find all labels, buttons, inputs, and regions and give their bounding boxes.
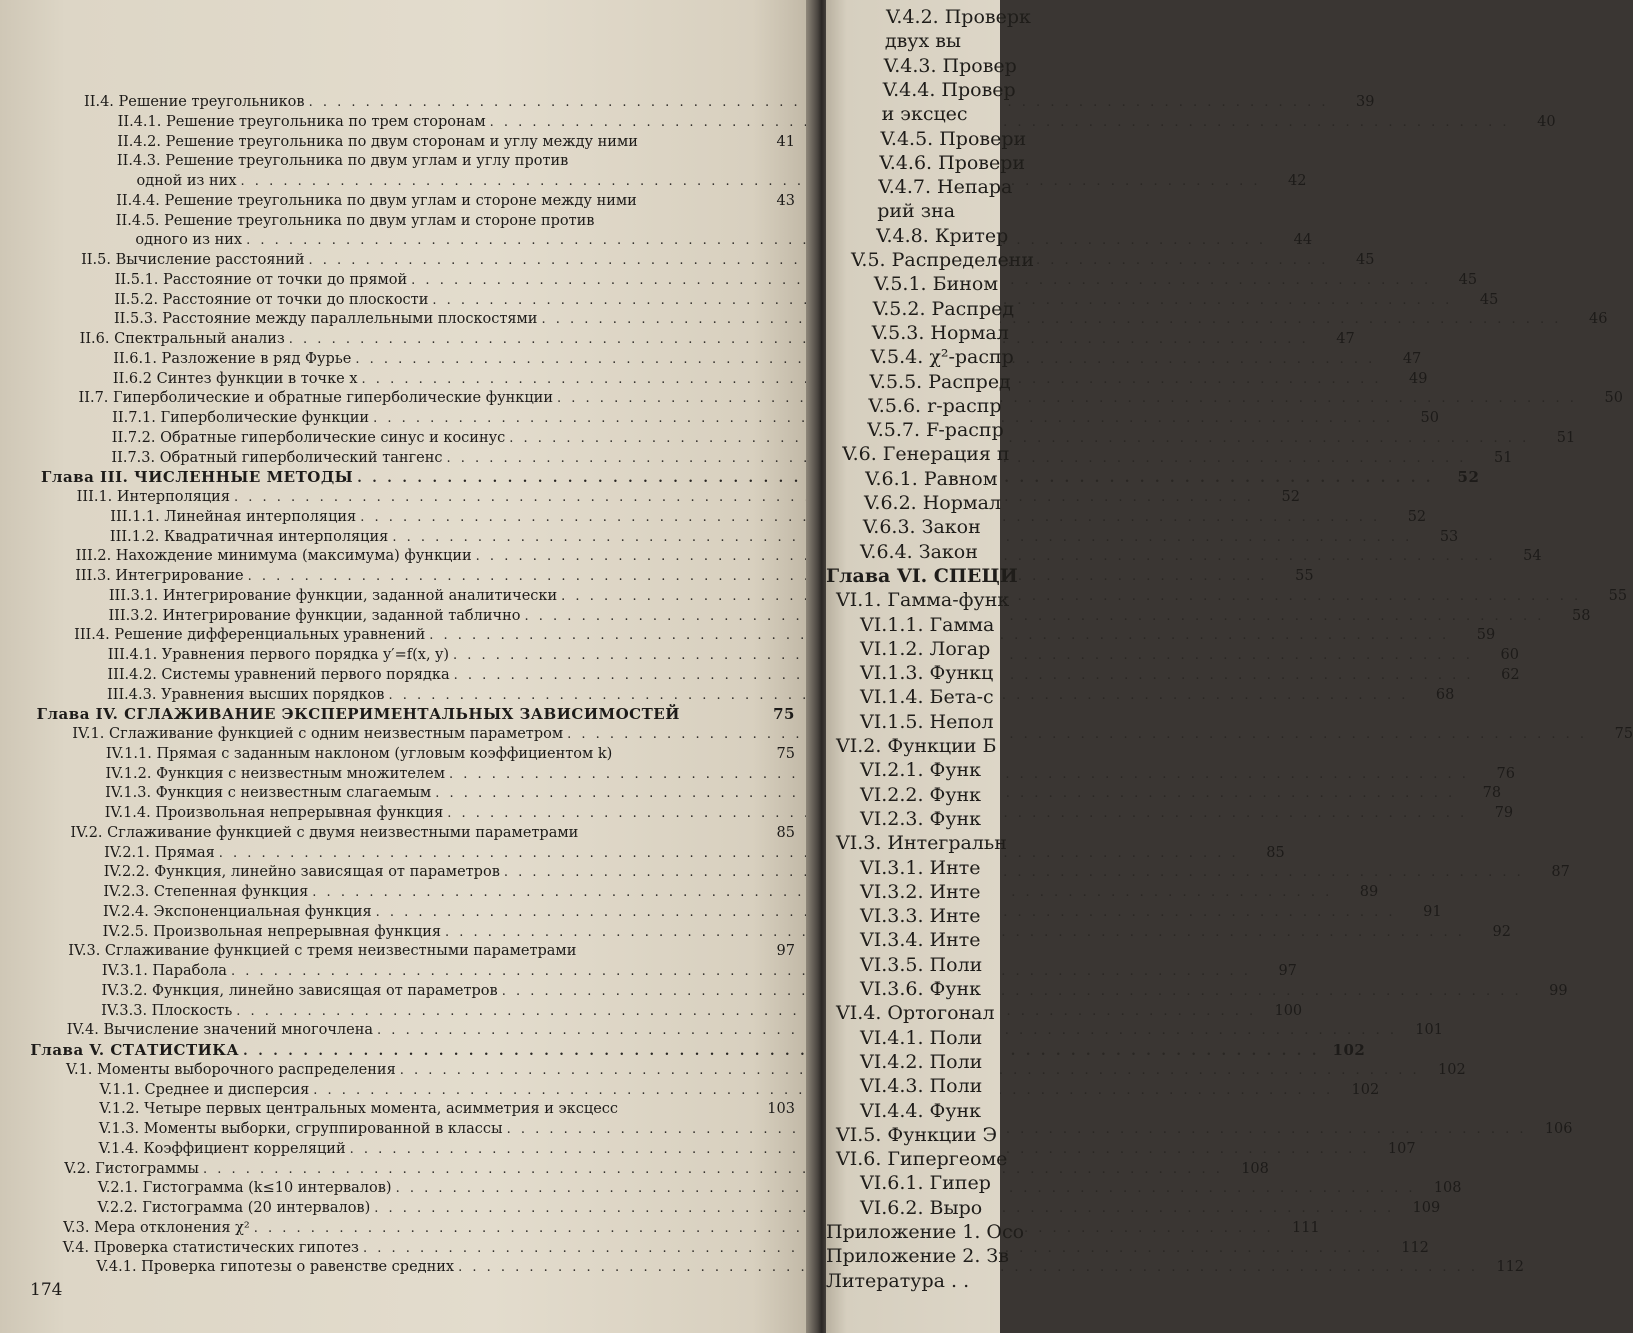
toc-entry: и эксцес <box>881 103 968 126</box>
toc-entry-title: V.1.3. Моменты выборки, сгруппированной в классы <box>98 1121 503 1137</box>
toc-entry <box>106 746 795 762</box>
toc-entry-page: 47 <box>1336 331 1355 347</box>
dot-leader <box>236 1004 1256 1020</box>
toc-entry-title: III.2. Нахождение минимума (максимума) функции <box>75 548 472 565</box>
toc-entry-title: II.6. Спектральный анализ <box>79 331 285 347</box>
toc-entry: V.5.2. Распред <box>872 297 1015 320</box>
toc-entry-title: II.5.2. Расстояние от точки до плоскости <box>114 291 429 308</box>
toc-entry <box>68 943 795 959</box>
toc-entry: VI.3.5. Поли <box>860 953 983 976</box>
toc-entry-page: 52 <box>1457 468 1480 487</box>
toc-entry-title: III.4. Решение дифференциальных уравнений <box>74 627 426 644</box>
toc-entry-page: 39 <box>1356 94 1375 110</box>
toc-entry: VI.4. Ортогонал <box>836 1002 995 1025</box>
toc-entry: V.4.8. Критер <box>876 224 1009 247</box>
toc-entry-title: II.7. Гиперболические и обратные гиперболические функции <box>78 390 554 407</box>
toc-entry <box>116 193 795 209</box>
dot-leader <box>234 490 1254 506</box>
toc-entry <box>74 627 1496 644</box>
toc-entry-page: 75 <box>776 745 795 762</box>
toc-entry: VI.6.1. Гипер <box>860 1172 991 1195</box>
dot-leader <box>289 332 1309 348</box>
toc-entry-page: 60 <box>1500 647 1519 663</box>
toc-entry-title: III.3. Интегрирование <box>75 568 244 584</box>
toc-entry-title: II.4.5. Решение треугольника по двум углам и стороне против <box>115 212 595 229</box>
toc-entry-page: 109 <box>1412 1200 1441 1216</box>
toc-entry-page: 55 <box>1295 568 1314 584</box>
toc-entry: VI.1.3. Функц <box>860 662 994 685</box>
toc-entry-title: V.1.4. Коэффициент корреляций <box>98 1140 346 1157</box>
toc-entry: Приложение 1. Осо <box>826 1221 1025 1243</box>
toc-entry-page: 54 <box>1523 548 1542 565</box>
toc-entry <box>72 726 1633 743</box>
toc-entry-page: 62 <box>1501 666 1520 683</box>
toc-entry-title: IV.1.1. Прямая с заданным наклоном (угловым коэффициентом k) <box>105 745 613 762</box>
toc-entry: VI.4.3. Поли <box>860 1075 983 1098</box>
toc-entry-title: одной из них <box>136 173 237 189</box>
dot-leader <box>557 391 1577 407</box>
dot-leader <box>231 964 1251 980</box>
toc-entry-title: V.4.1. Проверка гипотезы о равенстве средних <box>96 1259 455 1276</box>
toc-entry-title: IV.3. Сглаживание функцией с тремя неизвестными параметрами <box>68 943 577 960</box>
toc-entry-page: 49 <box>1409 370 1428 387</box>
toc-entry <box>117 153 795 169</box>
toc-entry-page: 102 <box>1351 1081 1380 1098</box>
toc-entry-title: II.6.1. Разложение в ряд Фурье <box>113 350 352 367</box>
toc-entry-page: 45 <box>1479 291 1499 308</box>
toc-entry: VI.3.4. Инте <box>860 929 981 952</box>
dot-leader <box>254 1221 1274 1237</box>
toc-entry: V.5.5. Распред <box>869 370 1011 393</box>
right-page <box>826 0 1035 1333</box>
dot-leader <box>219 846 1239 862</box>
toc-entry: V.6.4. Закон <box>860 540 978 563</box>
toc-entry: VI.1.5. Непол <box>860 710 994 733</box>
toc-entry <box>113 311 1608 328</box>
toc-entry: VI.3.2. Инте <box>860 880 981 903</box>
toc-entry-page: 44 <box>1293 232 1313 249</box>
toc-entry-page: 45 <box>1356 252 1375 268</box>
toc-entry: V.6. Генерация п <box>842 443 1010 466</box>
toc-entry-page: 75 <box>1614 726 1633 742</box>
toc-entry-page: 41 <box>776 133 795 150</box>
toc-entry-title: II.4.3. Решение треугольника по двум углам и углу против <box>116 153 569 170</box>
dot-leader <box>504 865 1524 881</box>
toc-entry-page: 75 <box>773 705 795 724</box>
toc-entry-title: IV.1.3. Функция с неизвестным слагаемым <box>105 785 432 802</box>
toc-entry-page: 85 <box>1266 844 1285 861</box>
toc-entry-page: 106 <box>1544 1121 1573 1137</box>
dot-leader <box>567 727 1587 743</box>
toc-entry-page: 52 <box>1281 489 1300 505</box>
dot-leader <box>203 1162 1223 1178</box>
toc-entry-title: IV.2.5. Произвольная непрерывная функция <box>102 923 442 940</box>
toc-entry-title: Глава III. ЧИСЛЕННЫЕ МЕТОДЫ <box>41 468 354 487</box>
toc-entry: V.5.3. Нормал <box>871 321 1009 344</box>
toc-entry-title: V.1.2. Четыре первых центральных момента, асимметрия и эксцесс <box>99 1101 619 1118</box>
toc-entry: VI.1.2. Логар <box>860 637 991 660</box>
toc-entry-title: II.5. Вычисление расстояний <box>81 252 305 268</box>
dot-leader <box>561 589 1581 605</box>
toc-entry-page: 101 <box>1415 1022 1443 1039</box>
toc-entry: VI.5. Функции Э <box>836 1123 998 1146</box>
toc-entry <box>104 844 1285 862</box>
toc-entry: VI.1.4. Бета-с <box>860 686 994 709</box>
toc-entry-page: 42 <box>1288 173 1307 189</box>
toc-entry <box>64 1160 1269 1178</box>
toc-entry-title: IV.1. Сглаживание функцией с одним неизвестным параметром <box>72 726 564 742</box>
toc-entry-page: 92 <box>1492 923 1511 940</box>
toc-entry-page: 51 <box>1493 449 1513 466</box>
toc-entry: VI.3.1. Инте <box>860 856 981 879</box>
toc-entry: V.5.1. Бином <box>873 273 999 296</box>
toc-entry-title: V.2.1. Гистограмма (k≤10 интервалов) <box>97 1180 392 1197</box>
toc-entry-title: III.4.2. Системы уравнений первого порядка <box>107 666 450 683</box>
toc-entry <box>99 1101 795 1117</box>
toc-entry: V.4.7. Непара <box>878 176 1013 199</box>
toc-entry-page: 87 <box>1551 864 1570 881</box>
toc-entry-page: 46 <box>1588 311 1608 328</box>
toc-entry-title: III.3.1. Интегрирование функции, заданной аналитически <box>108 587 558 604</box>
toc-entry-title: III.1. Интерполяция <box>76 489 230 505</box>
toc-entry: V.4.3. Провер <box>883 54 1017 77</box>
toc-entry <box>116 213 795 229</box>
toc-entry-title: IV.4. Вычисление значений многочлена <box>66 1022 374 1039</box>
toc-entry: V.4.6. Провери <box>879 151 1026 174</box>
toc-entry: двух вы <box>884 30 962 53</box>
page-number: 174 <box>30 1280 63 1300</box>
toc-entry-title: II.6.2 Синтез функции в точке x <box>112 370 358 387</box>
toc-entry: VI.3.3. Инте <box>860 905 981 928</box>
toc-entry-title: V.4. Проверка статистических гипотез <box>62 1239 359 1256</box>
toc-entry-page: 102 <box>1438 1061 1466 1078</box>
dot-leader <box>243 1044 1319 1060</box>
toc-entry <box>84 94 1375 111</box>
toc-entry: VI.2.3. Функ <box>860 807 982 830</box>
toc-entry-page: 107 <box>1387 1140 1416 1157</box>
toc-entry <box>117 134 795 150</box>
toc-entry-page: 108 <box>1433 1180 1462 1197</box>
toc-entry: Литература . . <box>826 1269 970 1292</box>
toc-entry-page: 85 <box>776 824 795 841</box>
toc-entry-page: 112 <box>1401 1239 1429 1256</box>
toc-entry-page: 99 <box>1549 982 1568 999</box>
toc-entry-title: IV.1.2. Функция с неизвестным множителем <box>105 765 445 782</box>
dot-leader <box>241 174 1261 190</box>
toc-entry: V.4.5. Провери <box>880 127 1027 150</box>
dot-leader <box>509 431 1529 447</box>
toc-entry-page: 59 <box>1476 627 1496 644</box>
toc-entry-title: IV.2.3. Степенная функция <box>103 884 309 900</box>
toc-entry: VI.1. Гамма-функ <box>836 589 1010 612</box>
toc-entry <box>98 1140 1416 1158</box>
toc-entry-page: 43 <box>776 192 795 209</box>
toc-entry-title: IV.2.4. Экспоненциальная функция <box>102 903 372 920</box>
toc-entry-title: V.2.2. Гистограмма (20 интервалов) <box>97 1200 371 1216</box>
toc-entry-page: 58 <box>1572 607 1591 624</box>
toc-entry <box>70 825 795 841</box>
toc-entry-title: III.4.3. Уравнения высших порядков <box>107 686 385 703</box>
toc-entry: VI.2.1. Функ <box>860 759 982 782</box>
toc-entry <box>109 528 1459 546</box>
toc-entry <box>110 508 1427 526</box>
toc-entry-page: 102 <box>1332 1041 1366 1059</box>
toc-entry: V.5.7. F-распр <box>867 419 1004 442</box>
toc-entry: V.4.4. Провер <box>882 78 1016 101</box>
toc-entry: VI.3.6. Функ <box>860 978 982 1000</box>
toc-entry-title: II.7.3. Обратный гиперболический тангенс <box>111 449 443 466</box>
toc-entry: VI.2.2. Функ <box>860 783 982 806</box>
toc-entry-title: IV.3.1. Парабола <box>101 963 227 979</box>
toc-entry-title: II.5.3. Расстояние между параллельными плоскостями <box>113 311 538 328</box>
toc-entry: VI.6. Гипергеоме <box>836 1148 1008 1171</box>
toc-entry-title: II.4.1. Решение треугольника по трем сторонам <box>117 113 486 130</box>
toc-entry-page: 100 <box>1274 1002 1303 1019</box>
toc-entry-title: IV.2.1. Прямая <box>104 844 215 861</box>
toc-entry-title: IV.3.3. Плоскость <box>101 1002 233 1019</box>
toc-entry-title: II.4.2. Решение треугольника по двум сторонам и углу между ними <box>117 133 638 150</box>
toc-entry-page: 55 <box>1608 587 1628 604</box>
toc-entry-title: Глава V. СТАТИСТИКА <box>30 1041 240 1059</box>
toc-entry-title: II.4.4. Решение треугольника по двум углам и стороне между ними <box>116 192 637 209</box>
toc-entry-page: 53 <box>1439 528 1459 545</box>
toc-entry: V.5.4. χ²-распр <box>870 346 1014 369</box>
dot-leader <box>541 312 1561 328</box>
dot-leader <box>246 233 1266 249</box>
chapter-heading: Глава VI. СПЕЦИ <box>826 564 1018 587</box>
toc-entry-page: 40 <box>1537 113 1556 130</box>
toc-entry-page: 97 <box>1278 963 1297 979</box>
toc-entry-page: 51 <box>1556 429 1576 446</box>
toc-entry: Приложение 2. Зв <box>826 1245 1009 1268</box>
toc-entry-title: одного из них <box>135 232 243 249</box>
toc-entry-page: 97 <box>776 943 795 960</box>
toc-entry: V.6.3. Закон <box>862 516 981 539</box>
dot-leader <box>507 1122 1527 1138</box>
toc-entry-title: III.1.2. Квадратичная интерполяция <box>109 528 389 545</box>
toc-entry-page: 50 <box>1604 390 1623 407</box>
toc-entry-title: III.3.2. Интегрирование функции, заданной таблично <box>108 607 521 624</box>
toc-entry-title: II.4. Решение треугольников <box>84 94 305 110</box>
toc-entry-page: 103 <box>767 1101 795 1118</box>
toc-entry: V.5. Распределени <box>851 249 1035 271</box>
toc-entry: VI.4.1. Поли <box>860 1026 983 1049</box>
toc-entry-title: II.7.1. Гиперболические функции <box>112 410 370 426</box>
toc-entry: VI.3. Интегральн <box>836 832 1007 855</box>
toc-entry-title: V.1.1. Среднее и дисперсия <box>99 1081 310 1098</box>
chapter-heading <box>30 1041 1366 1060</box>
toc-entry-title: IV.1.4. Произвольная непрерывная функция <box>104 805 444 821</box>
toc-entry: V.4.2. Проверк <box>886 6 1031 28</box>
toc-entry-title: III.1.1. Линейная интерполяция <box>110 508 357 525</box>
toc-entry-page: 111 <box>1291 1219 1320 1236</box>
toc-entry: VI.4.2. Поли <box>860 1050 983 1073</box>
toc-entry-page: 79 <box>1494 805 1514 821</box>
toc-entry-title: V.2. Гистограммы <box>64 1160 199 1177</box>
toc-entry-title: IV.3.2. Функция, линейно зависящая от параметров <box>101 982 498 999</box>
toc-entry-page: 68 <box>1435 686 1455 703</box>
dot-leader <box>525 609 1545 625</box>
toc-entry-title: Глава IV. СГЛАЖИВАНИЕ ЭКСПЕРИМЕНТАЛЬНЫХ ЗАВИСИМОСТЕЙ <box>36 705 680 724</box>
toc-entry-title: III.4.1. Уравнения первого порядка y′=f(x, y) <box>107 647 450 663</box>
toc-entry-page: 45 <box>1458 271 1478 288</box>
toc-entry-title: IV.2. Сглаживание функцией с двумя неизвестными параметрами <box>70 824 579 841</box>
toc-entry-title: II.7.2. Обратные гиперболические синус и косинус <box>111 429 506 446</box>
toc-entry-title: II.5.1. Расстояние от точки до прямой <box>114 271 408 288</box>
toc-entry: рий зна <box>877 200 956 223</box>
dot-leader <box>248 569 1268 585</box>
toc-entry-title: V.3. Мера отклонения χ² <box>63 1219 250 1236</box>
toc-entry: VI.4.4. Функ <box>860 1099 982 1122</box>
toc-entry: VI.6.2. Выро <box>860 1196 983 1219</box>
toc-entry-title: V.1. Моменты выборочного распределения <box>66 1061 396 1078</box>
toc-entry: V.6.2. Нормал <box>864 492 1002 514</box>
toc-entry-page: 52 <box>1407 508 1427 525</box>
toc-entry-title: IV.2.2. Функция, линейно зависящая от параметров <box>103 864 500 881</box>
toc-entry-page: 108 <box>1241 1160 1269 1177</box>
toc-entry-page: 47 <box>1402 350 1422 367</box>
toc-entry: VI.2. Функции Б <box>836 735 997 757</box>
toc-entry-page: 78 <box>1482 785 1502 802</box>
toc-entry <box>96 1259 1525 1276</box>
toc-entry-page: 50 <box>1420 410 1439 426</box>
toc-entry-page: 112 <box>1496 1259 1525 1276</box>
toc-entry <box>112 410 1439 427</box>
dot-leader <box>502 984 1522 1000</box>
toc-entry-page: 91 <box>1423 903 1442 920</box>
toc-entry: V.5.6. r-распр <box>868 394 1002 417</box>
toc-entry: V.6.1. Равном <box>865 467 998 490</box>
toc-entry: VI.1.1. Гамма <box>860 613 995 636</box>
chapter-heading <box>37 706 795 722</box>
toc-entry-page: 89 <box>1359 884 1379 900</box>
toc-entry-page: 76 <box>1496 765 1515 782</box>
